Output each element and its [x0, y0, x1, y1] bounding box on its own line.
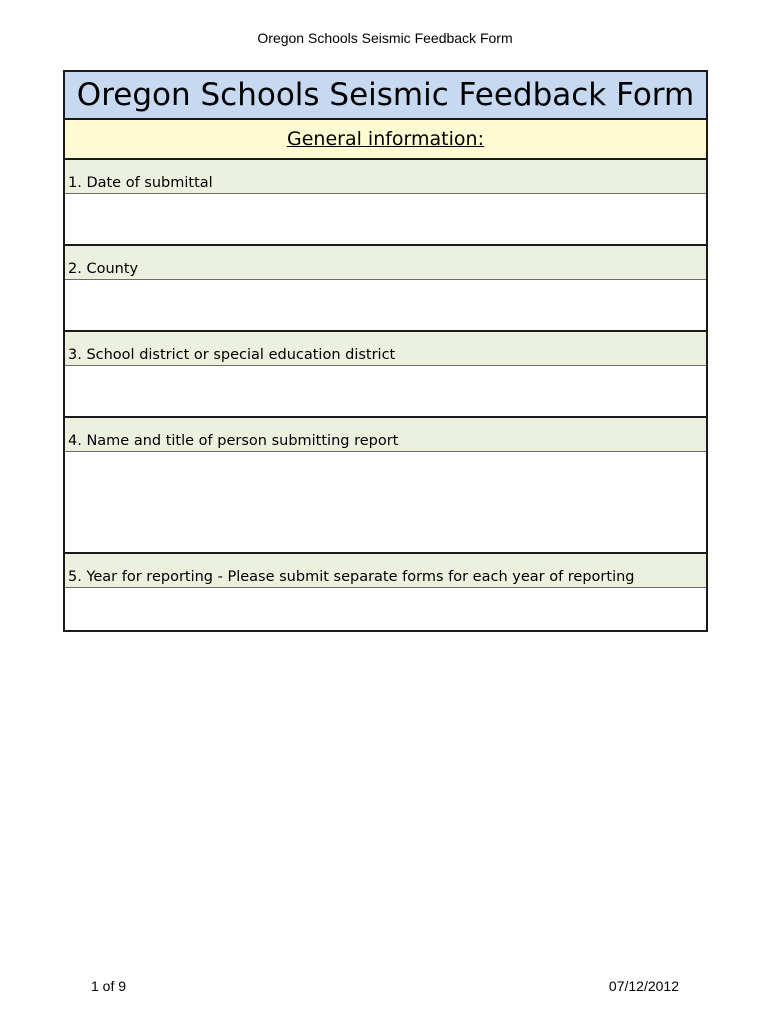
date-of-submittal-field[interactable]	[65, 194, 706, 246]
county-label: 2. County	[65, 246, 706, 280]
submitter-name-title-label: 4. Name and title of person submitting report	[65, 418, 706, 452]
form-title: Oregon Schools Seismic Feedback Form	[65, 72, 706, 120]
reporting-year-field[interactable]	[65, 588, 706, 630]
reporting-year-label: 5. Year for reporting - Please submit separate forms for each year of reporting	[65, 554, 706, 588]
seismic-feedback-form	[63, 70, 708, 632]
page-number: 1 of 9	[91, 978, 127, 994]
page-running-header: Oregon Schools Seismic Feedback Form	[257, 30, 513, 46]
submitter-name-title-field[interactable]	[65, 452, 706, 554]
footer-date: 07/12/2012	[608, 978, 679, 994]
school-district-field[interactable]	[65, 366, 706, 418]
school-district-label: 3. School district or special education district	[65, 332, 706, 366]
section-header-general-information: General information:	[65, 120, 706, 160]
date-of-submittal-label: 1. Date of submittal	[65, 160, 706, 194]
county-field[interactable]	[65, 280, 706, 332]
